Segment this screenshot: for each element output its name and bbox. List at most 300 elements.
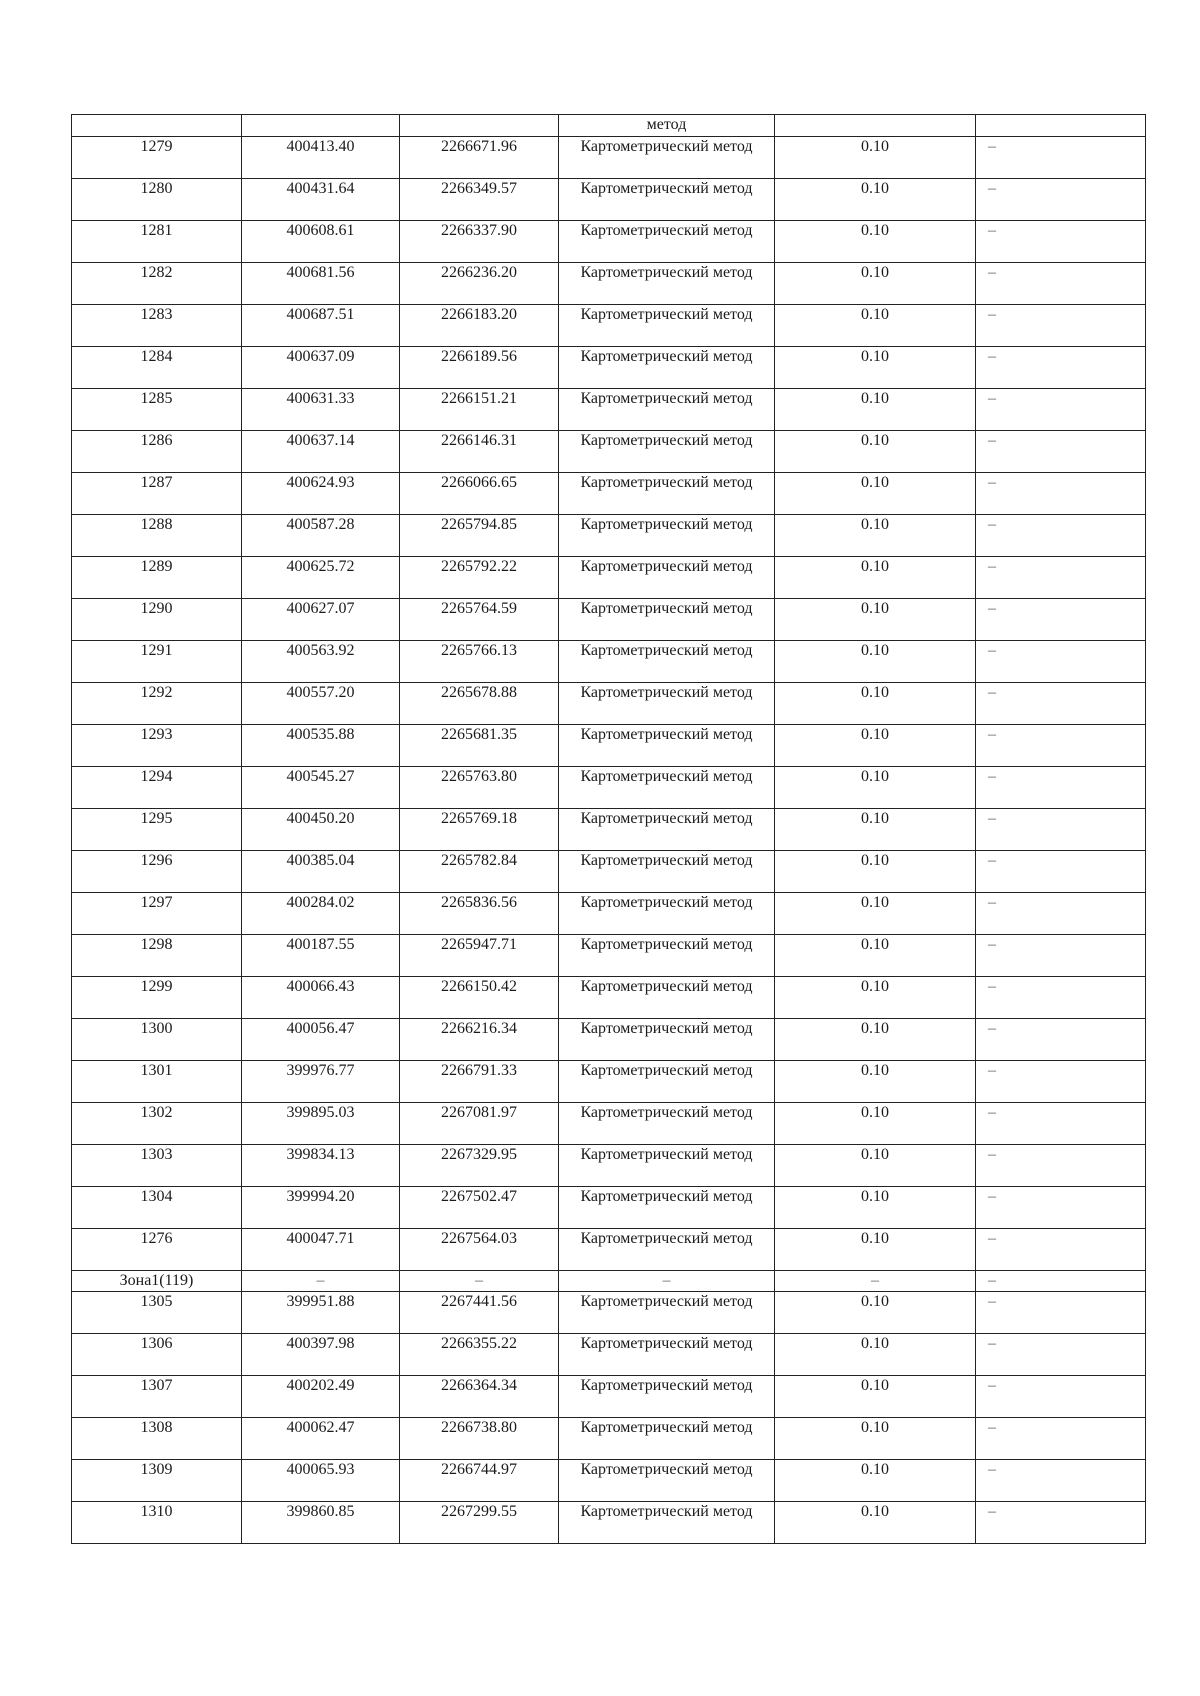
table-row: [72, 851, 1146, 893]
point-number-cell: [72, 1061, 242, 1103]
coordinate-y-text: 2266355.22: [441, 1335, 517, 1352]
note-text: –: [988, 852, 996, 869]
table-row: [72, 1376, 1146, 1418]
method-cell: [559, 977, 775, 1019]
note-cell: [976, 1460, 1146, 1502]
continuation-cell-note: [976, 115, 1146, 137]
method-cell: [559, 1187, 775, 1229]
coordinate-x-text: 400431.64: [286, 180, 355, 197]
coordinate-x-text: 400535.88: [286, 726, 355, 743]
accuracy-text: 0.10: [861, 768, 889, 785]
method-text: Картометрический метод: [580, 768, 753, 785]
coordinate-x-cell: [242, 683, 400, 725]
coordinate-y-cell: [400, 557, 559, 599]
method-text: Картометрический метод: [580, 726, 753, 743]
continuation-cell-x: [242, 115, 400, 137]
coordinate-x-cell: [242, 1460, 400, 1502]
accuracy-cell: [775, 1103, 976, 1145]
point-number-text: 1280: [140, 180, 173, 197]
method-cell: [559, 179, 775, 221]
point-number-text: 1301: [140, 1062, 173, 1079]
point-number-cell: [72, 683, 242, 725]
coordinate-x-text: 400563.92: [286, 642, 355, 659]
coordinate-x-text: 400413.40: [286, 138, 355, 155]
coordinate-y-text: 2267441.56: [441, 1293, 517, 1310]
continuation-cell-accuracy: [775, 115, 976, 137]
coordinate-y-cell: [400, 1418, 559, 1460]
accuracy-cell: [775, 1061, 976, 1103]
point-number-cell: [72, 1292, 242, 1334]
table-row: [72, 725, 1146, 767]
accuracy-cell: [775, 1376, 976, 1418]
note-text: –: [988, 1335, 996, 1352]
coordinate-x-cell: [242, 1229, 400, 1271]
method-text: Картометрический метод: [580, 222, 753, 239]
point-number-cell: [72, 515, 242, 557]
accuracy-text: 0.10: [861, 558, 889, 575]
table-row: [72, 893, 1146, 935]
accuracy-text: 0.10: [861, 1188, 889, 1205]
point-number-cell: [72, 1229, 242, 1271]
note-text: –: [988, 894, 996, 911]
coordinate-y-text: 2266066.65: [441, 474, 517, 491]
note-cell: [976, 1292, 1146, 1334]
point-number-cell: [72, 137, 242, 179]
accuracy-text: –: [871, 1272, 879, 1289]
point-number-text: 1295: [140, 810, 173, 827]
method-text: Картометрический метод: [580, 1230, 753, 1247]
coordinate-x-cell: [242, 221, 400, 263]
accuracy-cell: [775, 1271, 976, 1292]
accuracy-text: 0.10: [861, 1335, 889, 1352]
table-row: [72, 599, 1146, 641]
point-number-text: 1288: [140, 516, 173, 533]
note-text: –: [988, 390, 996, 407]
accuracy-text: 0.10: [861, 348, 889, 365]
method-cell: [559, 1502, 775, 1544]
note-cell: [976, 1019, 1146, 1061]
point-number-cell: [72, 557, 242, 599]
point-number-cell: [72, 1460, 242, 1502]
note-text: –: [988, 1419, 996, 1436]
coordinate-x-text: 400557.20: [286, 684, 355, 701]
coordinate-x-text: 400202.49: [286, 1377, 355, 1394]
coordinate-y-text: 2266150.42: [441, 978, 517, 995]
point-number-text: 1284: [140, 348, 173, 365]
coordinates-table: [71, 114, 1146, 1544]
coordinate-x-text: 399976.77: [286, 1062, 355, 1079]
note-cell: [976, 1418, 1146, 1460]
coordinate-y-text: 2265794.85: [441, 516, 517, 533]
coordinate-x-cell: [242, 557, 400, 599]
accuracy-cell: [775, 263, 976, 305]
coordinate-y-cell: [400, 1229, 559, 1271]
coordinate-y-cell: [400, 179, 559, 221]
coordinate-y-cell: [400, 1187, 559, 1229]
accuracy-cell: [775, 305, 976, 347]
method-cell: [559, 1292, 775, 1334]
coordinate-y-cell: [400, 1061, 559, 1103]
table-row: [72, 977, 1146, 1019]
point-number-cell: [72, 641, 242, 683]
coordinate-y-cell: [400, 1271, 559, 1292]
table-row: [72, 641, 1146, 683]
coordinate-y-cell: [400, 725, 559, 767]
note-cell: [976, 809, 1146, 851]
table-row: [72, 683, 1146, 725]
coordinate-x-text: 399951.88: [286, 1293, 355, 1310]
method-text: Картометрический метод: [580, 390, 753, 407]
accuracy-cell: [775, 515, 976, 557]
point-number-text: 1308: [140, 1419, 173, 1436]
accuracy-text: 0.10: [861, 1020, 889, 1037]
table-row: [72, 557, 1146, 599]
method-text: Картометрический метод: [580, 264, 753, 281]
accuracy-cell: [775, 767, 976, 809]
method-text: Картометрический метод: [580, 1461, 753, 1478]
note-text: –: [988, 180, 996, 197]
method-cell: [559, 1271, 775, 1292]
coordinate-x-cell: [242, 599, 400, 641]
method-text: Картометрический метод: [580, 516, 753, 533]
coordinate-x-cell: [242, 1418, 400, 1460]
coordinate-y-text: 2266738.80: [441, 1419, 517, 1436]
continuation-cell-method: [559, 115, 775, 137]
coordinate-x-cell: [242, 389, 400, 431]
coordinate-y-text: 2266744.97: [441, 1461, 517, 1478]
accuracy-cell: [775, 1502, 976, 1544]
table-row: [72, 935, 1146, 977]
point-number-text: 1296: [140, 852, 173, 869]
point-number-cell: [72, 809, 242, 851]
point-number-cell: [72, 431, 242, 473]
coordinate-y-cell: [400, 893, 559, 935]
coordinate-y-cell: [400, 809, 559, 851]
point-number-text: 1299: [140, 978, 173, 995]
note-cell: [976, 389, 1146, 431]
coordinate-x-text: 400545.27: [286, 768, 355, 785]
method-text: Картометрический метод: [580, 138, 753, 155]
point-number-text: 1307: [140, 1377, 173, 1394]
note-cell: [976, 1145, 1146, 1187]
point-number-cell: [72, 1271, 242, 1292]
accuracy-text: 0.10: [861, 180, 889, 197]
method-text: Картометрический метод: [580, 348, 753, 365]
note-cell: [976, 347, 1146, 389]
coordinate-x-cell: [242, 1292, 400, 1334]
accuracy-cell: [775, 683, 976, 725]
point-number-text: 1292: [140, 684, 173, 701]
note-cell: [976, 935, 1146, 977]
coordinate-y-cell: [400, 263, 559, 305]
note-cell: [976, 1376, 1146, 1418]
coordinate-x-cell: [242, 1187, 400, 1229]
method-cell: [559, 1103, 775, 1145]
coordinate-x-text: 400062.47: [286, 1419, 355, 1436]
point-number-text: 1279: [140, 138, 173, 155]
point-number-text: 1306: [140, 1335, 173, 1352]
method-cell: [559, 1019, 775, 1061]
note-text: –: [988, 1062, 996, 1079]
accuracy-text: 0.10: [861, 516, 889, 533]
point-number-cell: [72, 1019, 242, 1061]
note-text: –: [988, 138, 996, 155]
coordinate-y-text: 2266146.31: [441, 432, 517, 449]
coordinate-x-text: 400637.09: [286, 348, 355, 365]
coordinate-x-text: 400681.56: [286, 264, 355, 281]
coordinate-y-cell: [400, 1292, 559, 1334]
note-text: –: [988, 1377, 996, 1394]
method-text: Картометрический метод: [580, 894, 753, 911]
accuracy-cell: [775, 725, 976, 767]
note-text: –: [988, 1020, 996, 1037]
coordinate-y-text: 2266189.56: [441, 348, 517, 365]
method-text: Картометрический метод: [580, 1146, 753, 1163]
method-cell: [559, 599, 775, 641]
note-cell: [976, 1061, 1146, 1103]
point-number-cell: [72, 767, 242, 809]
note-text: –: [988, 264, 996, 281]
coordinate-x-text: 400065.93: [286, 1461, 355, 1478]
coordinate-y-text: 2266364.34: [441, 1377, 517, 1394]
table-row: [72, 1334, 1146, 1376]
method-cell: [559, 767, 775, 809]
coordinate-x-text: 400450.20: [286, 810, 355, 827]
accuracy-text: 0.10: [861, 222, 889, 239]
note-text: –: [988, 222, 996, 239]
method-cell: [559, 347, 775, 389]
coordinate-x-cell: [242, 1145, 400, 1187]
note-text: –: [988, 1104, 996, 1121]
note-text: –: [988, 600, 996, 617]
point-number-cell: [72, 977, 242, 1019]
coordinate-y-text: 2265792.22: [441, 558, 517, 575]
accuracy-cell: [775, 1334, 976, 1376]
method-cell: [559, 683, 775, 725]
coordinate-x-cell: [242, 347, 400, 389]
coordinate-x-text: 399860.85: [286, 1503, 355, 1520]
coordinate-x-text: 400587.28: [286, 516, 355, 533]
accuracy-text: 0.10: [861, 306, 889, 323]
method-cell: [559, 1376, 775, 1418]
table-row: [72, 1145, 1146, 1187]
method-cell: [559, 851, 775, 893]
coordinate-y-cell: [400, 1460, 559, 1502]
point-number-cell: [72, 179, 242, 221]
table-row: [72, 137, 1146, 179]
table-row: [72, 1061, 1146, 1103]
coordinate-y-text: 2266236.20: [441, 264, 517, 281]
coordinate-x-text: 400047.71: [286, 1230, 355, 1247]
coordinate-x-cell: [242, 809, 400, 851]
note-cell: [976, 473, 1146, 515]
table-row: [72, 1103, 1146, 1145]
point-number-text: 1290: [140, 600, 173, 617]
coordinate-y-text: 2267081.97: [441, 1104, 517, 1121]
coordinate-y-cell: [400, 473, 559, 515]
point-number-cell: [72, 221, 242, 263]
point-number-cell: [72, 599, 242, 641]
point-number-text: 1297: [140, 894, 173, 911]
accuracy-text: 0.10: [861, 936, 889, 953]
coordinate-y-cell: [400, 1334, 559, 1376]
point-number-text: 1305: [140, 1293, 173, 1310]
note-text: –: [988, 306, 996, 323]
coordinate-x-cell: [242, 1271, 400, 1292]
note-cell: [976, 767, 1146, 809]
method-cell: [559, 263, 775, 305]
coordinate-x-cell: [242, 767, 400, 809]
accuracy-text: 0.10: [861, 474, 889, 491]
coordinate-y-cell: [400, 1103, 559, 1145]
note-text: –: [988, 558, 996, 575]
accuracy-text: 0.10: [861, 600, 889, 617]
accuracy-cell: [775, 1460, 976, 1502]
coordinate-x-text: 399834.13: [286, 1146, 355, 1163]
table-row: [72, 347, 1146, 389]
coordinate-y-text: –: [475, 1272, 483, 1289]
coordinate-y-cell: [400, 1145, 559, 1187]
method-text: Картометрический метод: [580, 684, 753, 701]
table-row: [72, 263, 1146, 305]
coordinate-x-cell: [242, 1376, 400, 1418]
point-number-text: 1289: [140, 558, 173, 575]
method-text: Картометрический метод: [580, 306, 753, 323]
method-text: –: [662, 1272, 671, 1289]
note-text: –: [988, 768, 996, 785]
accuracy-text: 0.10: [861, 1230, 889, 1247]
accuracy-cell: [775, 137, 976, 179]
coordinate-y-cell: [400, 641, 559, 683]
method-cell: [559, 137, 775, 179]
coordinate-y-text: 2265678.88: [441, 684, 517, 701]
method-text: Картометрический метод: [580, 1503, 753, 1520]
point-number-cell: [72, 725, 242, 767]
accuracy-cell: [775, 641, 976, 683]
method-text: Картометрический метод: [580, 474, 753, 491]
method-cell: [559, 305, 775, 347]
method-text: Картометрический метод: [580, 810, 753, 827]
note-cell: [976, 725, 1146, 767]
coordinate-y-text: 2266151.21: [441, 390, 517, 407]
note-text: –: [988, 1293, 996, 1310]
point-number-cell: [72, 1145, 242, 1187]
accuracy-text: 0.10: [861, 1503, 889, 1520]
point-number-cell: [72, 935, 242, 977]
note-cell: [976, 1229, 1146, 1271]
method-cell: [559, 1145, 775, 1187]
coordinate-x-cell: [242, 1334, 400, 1376]
coordinate-x-cell: [242, 515, 400, 557]
note-cell: [976, 305, 1146, 347]
note-cell: [976, 137, 1146, 179]
note-cell: [976, 1187, 1146, 1229]
point-number-text: 1294: [140, 768, 173, 785]
note-cell: [976, 1103, 1146, 1145]
note-cell: [976, 431, 1146, 473]
accuracy-text: 0.10: [861, 1104, 889, 1121]
method-cell: [559, 1061, 775, 1103]
accuracy-cell: [775, 473, 976, 515]
coordinate-y-text: 2266349.57: [441, 180, 517, 197]
table-row: [72, 305, 1146, 347]
coordinate-x-cell: [242, 935, 400, 977]
note-text: –: [988, 1503, 996, 1520]
accuracy-text: 0.10: [861, 1377, 889, 1394]
method-cell: [559, 1418, 775, 1460]
point-number-text: Зона1(119): [119, 1272, 194, 1289]
method-text: Картометрический метод: [580, 1020, 753, 1037]
point-number-text: 1302: [140, 1104, 173, 1121]
table-row: [72, 431, 1146, 473]
table-row: [72, 1019, 1146, 1061]
coordinate-y-cell: [400, 683, 559, 725]
method-text: Картометрический метод: [580, 1104, 753, 1121]
method-text: Картометрический метод: [580, 978, 753, 995]
method-cell: [559, 725, 775, 767]
point-number-cell: [72, 1103, 242, 1145]
coordinate-x-text: 400627.07: [286, 600, 355, 617]
accuracy-cell: [775, 1145, 976, 1187]
zone-row: [72, 1271, 1146, 1292]
coordinate-y-text: 2265681.35: [441, 726, 517, 743]
table-row: [72, 1460, 1146, 1502]
point-number-cell: [72, 1502, 242, 1544]
table-row: [72, 389, 1146, 431]
coordinate-x-text: 400608.61: [286, 222, 355, 239]
note-cell: [976, 851, 1146, 893]
note-cell: [976, 683, 1146, 725]
point-number-text: 1304: [140, 1188, 173, 1205]
method-cell: [559, 557, 775, 599]
coordinate-y-text: 2265764.59: [441, 600, 517, 617]
method-text: Картометрический метод: [580, 600, 753, 617]
note-text: –: [988, 1230, 996, 1247]
method-text: Картометрический метод: [580, 558, 753, 575]
coordinate-y-cell: [400, 599, 559, 641]
point-number-cell: [72, 263, 242, 305]
method-text: Картометрический метод: [580, 1293, 753, 1310]
table-row: [72, 767, 1146, 809]
method-text: Картометрический метод: [580, 180, 753, 197]
accuracy-cell: [775, 347, 976, 389]
coordinate-y-text: 2266337.90: [441, 222, 517, 239]
table-row: [72, 179, 1146, 221]
method-text: Картометрический метод: [580, 1419, 753, 1436]
method-cell: [559, 473, 775, 515]
continuation-cell-num: [72, 115, 242, 137]
coordinate-y-text: 2267502.47: [441, 1188, 517, 1205]
note-text: –: [988, 432, 996, 449]
method-text: Картометрический метод: [580, 1377, 753, 1394]
accuracy-cell: [775, 1292, 976, 1334]
accuracy-text: 0.10: [861, 138, 889, 155]
coordinate-x-cell: [242, 1019, 400, 1061]
accuracy-text: 0.10: [861, 432, 889, 449]
note-cell: [976, 515, 1146, 557]
coordinate-y-cell: [400, 935, 559, 977]
point-number-text: 1303: [140, 1146, 173, 1163]
coordinate-y-text: 2267329.95: [441, 1146, 517, 1163]
note-text: –: [988, 1146, 996, 1163]
method-cell: [559, 389, 775, 431]
accuracy-cell: [775, 179, 976, 221]
coordinate-y-text: 2267564.03: [441, 1230, 517, 1247]
coordinate-y-text: 2267299.55: [441, 1503, 517, 1520]
coordinate-x-cell: [242, 977, 400, 1019]
coordinate-y-cell: [400, 851, 559, 893]
coordinate-y-text: 2265947.71: [441, 936, 517, 953]
